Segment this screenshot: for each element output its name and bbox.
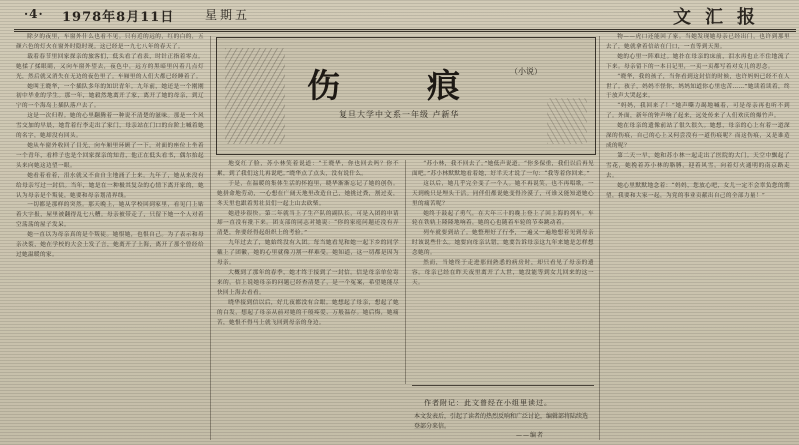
- paragraph: 晓华接到信以后，好几夜都没有合眼。她想起了母亲，想起了她的白发，想起了母亲从前对她的千般疼爱、万般温存。她后悔，她痛苦，她恨不得马上就飞回到母亲的身边。: [217, 299, 399, 326]
- paragraph: 她心里默默地念着：“妈妈，您放心吧，女儿一定不会辜负您的期望，我要和大家一起，为党的事业贡献出自己的全部力量！”: [606, 182, 790, 199]
- column-divider: [210, 36, 211, 440]
- paragraph: 她看着看着，泪水就又不由自主地涌了上来。九年了，她从来没有给母亲写过一封信。当年，她是在一种极其复杂的心情下离开家的，她认为母亲是个叛徒，她要和母亲划清界线。: [16, 172, 204, 199]
- paragraph: 她从车窗外收回了目光，向车厢里环顾了一下。对面的座位上坐着一个青年，看样子也是个回家探亲的知青，他正在低头看书，偶尔抬起头来向她这边望一眼。: [16, 142, 204, 169]
- page-number: ·4·: [24, 7, 44, 21]
- paragraph: “妈妈，我回来了！”她声嘶力竭地喊着，可是母亲再也听不到了。外面，新年的钟声响了起来，远处传来了人们欢庆的爆竹声。: [606, 103, 790, 120]
- paragraph: “苏小林，我不回去了。”她低声说道。“你多保重，我们以后再见面吧。”苏小林默默地看着她，好半天才说了一句：“我等着你回来。”: [412, 161, 594, 177]
- paragraph: 载着春节里回家探亲的旅客们，低头看了看表，时针正指着零点。她揉了揉眼睛，又向车窗外望去，夜色中，远方的黑暗里闪着几点灯光，然后就又消失在无边的夜色里了。车厢里的人们大都已经睡着了。: [16, 53, 204, 80]
- article-genre: （小说）: [510, 67, 542, 76]
- note-signature: ——编者: [516, 432, 545, 439]
- paragraph: 于是，在温暖的集体生活的怀抱里，晓华渐渐忘记了她的创伤。她拼命地劳动，一心想在广阔天地里改造自己，她挑过粪，割过麦，冬天里也跟着男社员们一起上山去砍柴。: [217, 180, 399, 207]
- paragraph: 除夕的夜里，车窗外什么也看不见。只有近的远的，红的白的，五颜六色的灯火在窗外时隐时现。这已经是一九七八年的春天了。: [16, 34, 204, 50]
- article-title-box: [216, 37, 596, 155]
- paragraph: 一切都是那样的突然。那天晚上，她从学校回到家里，看见门上贴着大字报，屋里被翻得乱七八糟。母亲被带走了，只留下她一个人对着空荡荡的屋子发呆。: [16, 202, 204, 229]
- note-heading: 作者附记：此文曾经在小组里读过。: [424, 399, 552, 407]
- paragraph: “晓华，我的孩子，当你看到这封信的时候，也许妈妈已经不在人世了。孩子，妈妈不怪你，妈妈知道你心里也苦……”她读着读着，终于放声大哭起来。: [606, 73, 790, 100]
- paragraph: 九年过去了，她始终没有入团。每当她看见和她一起下乡的同学戴上了团徽，她的心里就像刀割一样难受。她知道，这一切都是因为母亲。: [217, 240, 399, 267]
- paragraph: 然而，当她终于走进那间熟悉的病房时，却只看见了母亲的遗容。母亲已经在昨天夜里离开了人世，她没能等到女儿回来的这一天。: [412, 260, 594, 286]
- masthead-rule-top: [14, 29, 796, 30]
- article-column-4: [606, 33, 790, 441]
- article-column-3: [412, 160, 594, 384]
- paragraph: 她进步很快。第二年就当上了生产队的副队长，可是入团的申请却一直没有批下来。团支部的同志对她说：“你的家庭问题还没有弄清楚，你要经得起组织上的考验。”: [217, 210, 399, 237]
- paragraph: 她终于鼓起了勇气，在大年三十的晚上登上了回上海的列车。车轮在铁轨上隆隆地响着，她的心也随着车轮的节奏跳动着。: [412, 210, 594, 227]
- column-divider: [405, 160, 406, 384]
- editor-note: [412, 385, 594, 442]
- article-author: 复旦大学中文系一年级 卢新华: [339, 110, 460, 119]
- paragraph: 这是一次归程。她的心里翻腾着一种说不清楚的滋味。那是一个风雪交加的早晨，她背着行李走出了家门，母亲站在门口的台阶上喊着她的名字，她却没有回头。: [16, 113, 204, 140]
- paragraph: 物——虎口还能回了家。当她发现她母亲已经出门，也许到那里去了，她就拿着信站在门口，一直等到天黑。: [606, 34, 790, 50]
- paragraph: 列车就要到站了。她整理好了行李，一遍又一遍地想着见到母亲时该说些什么。她要向母亲认错，她要告诉母亲这九年来她是怎样想念她的。: [412, 230, 594, 257]
- paragraph: 她叫王晓华，一个插队多年的知识青年。九年前，她还是一个刚刚初中毕业的学生。那一年，她毅然地离开了家，离开了她的母亲，到辽宁的一个海岛上插队落户去了。: [16, 83, 204, 110]
- paragraph: 大概到了那年的春季，她才终于接到了一封信。信是母亲单位寄来的，信上说她母亲的问题已经查清楚了，是一个冤案，希望她能尽快回上海去看看。: [217, 269, 399, 296]
- paragraph: 第二天一早，她和苏小林一起走出了医院的大门。天空中飘起了雪花，她挽着苏小林的胳膊，迎着风雪，向着灯火通明的南京路走去。: [606, 152, 790, 179]
- paragraph: 这以后，她几乎完全变了一个人。她不再说笑，也不再唱歌，一天到晚只是埋头干活。同伴们都说她变得冷漠了，可谁又能知道她心里的痛苦呢？: [412, 180, 594, 207]
- paragraph: 地变红了脸，苏小林笑着说道：“王晓华，你也回去吗？你不累，到了我们这儿再说吧。”晓华点了点头，没有说什么。: [217, 161, 399, 177]
- issue-date: 1978年8月11日: [62, 10, 175, 25]
- note-body: 本文发表后，引起了读者的热烈反响和广泛讨论，编辑部将陆续选登部分来信。: [414, 413, 589, 430]
- masthead-rule-bottom: [14, 31, 796, 32]
- title-decoration: [225, 48, 285, 144]
- paragraph: 她一直以为母亲真的是个叛徒。她恨她，也恨自己。为了表示和母亲决裂，她在学校的大会上发了言，她离开了上海，离开了那个曾经给过她温暖的家。: [16, 232, 204, 258]
- weekday: 星期五: [205, 8, 251, 22]
- masthead: [0, 0, 799, 30]
- paragraph: 她的心里一阵难过。她扑在母亲的床前，泪水再也止不住地流了下来。母亲留下的一本日记里，一页一页都写着对女儿的思念。: [606, 53, 790, 70]
- column-divider: [599, 36, 600, 440]
- article-title-char-1: 伤: [307, 66, 340, 105]
- article-column-1: [16, 33, 204, 441]
- article-column-2: [217, 160, 399, 441]
- paragraph: 她在母亲的遗像前站了很久很久。她想，母亲的心上有着一道深深的伤痕，自己的心上又何尝没有一道伤痕呢？而这伤痕，又是谁造成的呢？: [606, 123, 790, 149]
- newspaper-name: 文汇报: [673, 7, 769, 28]
- article-title-char-2: 痕: [427, 66, 460, 105]
- title-decoration: [547, 98, 587, 144]
